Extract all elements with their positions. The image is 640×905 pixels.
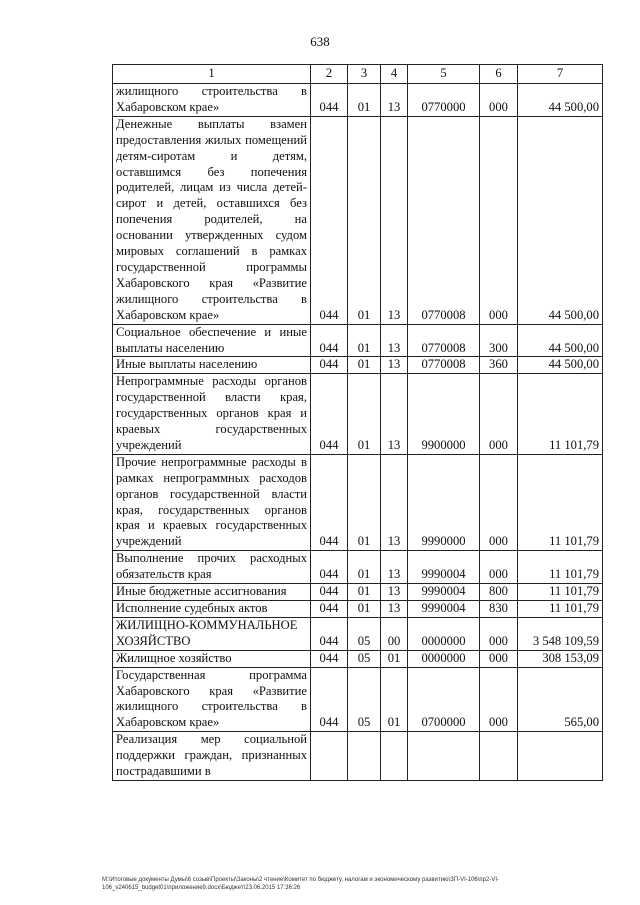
row-amount: 44 500,00 bbox=[518, 116, 603, 324]
row-name: Непрограммные расходы органов государственной власти края, государственных органов края и краевых государственных учреждений bbox=[113, 374, 311, 455]
row-section: 01 bbox=[348, 324, 381, 357]
table-row bbox=[113, 84, 603, 117]
row-target-article: 0770008 bbox=[408, 324, 480, 357]
row-subsection: 13 bbox=[381, 84, 408, 117]
row-subsection: 13 bbox=[381, 116, 408, 324]
row-admin-code: 044 bbox=[311, 84, 348, 117]
row-section: 05 bbox=[348, 617, 381, 650]
header-col-6: 6 bbox=[480, 65, 518, 84]
row-section bbox=[348, 732, 381, 781]
row-target-article: 9990004 bbox=[408, 601, 480, 618]
table-row bbox=[113, 357, 603, 374]
header-col-5: 5 bbox=[408, 65, 480, 84]
row-admin-code: 044 bbox=[311, 324, 348, 357]
row-admin-code: 044 bbox=[311, 454, 348, 550]
row-section: 01 bbox=[348, 116, 381, 324]
row-expense-type: 800 bbox=[480, 584, 518, 601]
row-amount bbox=[518, 732, 603, 781]
row-subsection: 13 bbox=[381, 324, 408, 357]
row-amount: 11 101,79 bbox=[518, 584, 603, 601]
table-row bbox=[113, 650, 603, 667]
row-subsection bbox=[381, 732, 408, 781]
header-col-1: 1 bbox=[113, 65, 311, 84]
row-admin-code: 044 bbox=[311, 650, 348, 667]
row-amount: 44 500,00 bbox=[518, 357, 603, 374]
header-col-3: 3 bbox=[348, 65, 381, 84]
row-amount: 44 500,00 bbox=[518, 324, 603, 357]
row-section: 01 bbox=[348, 374, 381, 455]
row-subsection: 13 bbox=[381, 374, 408, 455]
row-expense-type: 360 bbox=[480, 357, 518, 374]
row-subsection: 13 bbox=[381, 454, 408, 550]
budget-table bbox=[112, 64, 603, 781]
row-name: Жилищное хозяйство bbox=[113, 650, 311, 667]
row-subsection: 01 bbox=[381, 667, 408, 732]
row-amount: 11 101,79 bbox=[518, 601, 603, 618]
row-target-article bbox=[408, 732, 480, 781]
row-admin-code bbox=[311, 732, 348, 781]
row-admin-code: 044 bbox=[311, 357, 348, 374]
row-target-article: 0000000 bbox=[408, 617, 480, 650]
row-amount: 44 500,00 bbox=[518, 84, 603, 117]
row-admin-code: 044 bbox=[311, 617, 348, 650]
row-amount: 308 153,09 bbox=[518, 650, 603, 667]
row-name: жилищного строительства в Хабаровском крае» bbox=[113, 84, 311, 117]
row-subsection: 13 bbox=[381, 551, 408, 584]
row-expense-type: 000 bbox=[480, 667, 518, 732]
table-row bbox=[113, 667, 603, 732]
row-name: Выполнение прочих расходных обязательств края bbox=[113, 551, 311, 584]
page-number: 638 bbox=[310, 34, 330, 49]
header-col-2: 2 bbox=[311, 65, 348, 84]
table-row bbox=[113, 617, 603, 650]
row-amount: 565,00 bbox=[518, 667, 603, 732]
row-expense-type: 830 bbox=[480, 601, 518, 618]
row-section: 01 bbox=[348, 601, 381, 618]
row-amount: 11 101,79 bbox=[518, 374, 603, 455]
row-expense-type: 000 bbox=[480, 116, 518, 324]
row-expense-type: 000 bbox=[480, 374, 518, 455]
row-subsection: 13 bbox=[381, 357, 408, 374]
row-subsection: 13 bbox=[381, 601, 408, 618]
row-section: 05 bbox=[348, 650, 381, 667]
row-target-article: 9990004 bbox=[408, 551, 480, 584]
row-name: ЖИЛИЩНО-КОММУНАЛЬНОЕ ХОЗЯЙСТВО bbox=[113, 617, 311, 650]
row-section: 01 bbox=[348, 84, 381, 117]
row-target-article: 9990004 bbox=[408, 584, 480, 601]
row-amount: 11 101,79 bbox=[518, 551, 603, 584]
row-admin-code: 044 bbox=[311, 551, 348, 584]
row-name: Иные выплаты населению bbox=[113, 357, 311, 374]
row-target-article: 0770008 bbox=[408, 357, 480, 374]
header-row bbox=[113, 65, 603, 84]
row-section: 01 bbox=[348, 454, 381, 550]
row-target-article: 0770000 bbox=[408, 84, 480, 117]
row-subsection: 13 bbox=[381, 584, 408, 601]
row-name: Реализация мер социальной поддержки граждан, признанных пострадавшими в bbox=[113, 732, 311, 781]
table-row bbox=[113, 732, 603, 781]
row-target-article: 0000000 bbox=[408, 650, 480, 667]
row-name: Государственная программа Хабаровского края «Развитие жилищного строительства в Хабаровском крае» bbox=[113, 667, 311, 732]
row-name: Исполнение судебных актов bbox=[113, 601, 311, 618]
table-row bbox=[113, 116, 603, 324]
table-row bbox=[113, 454, 603, 550]
row-subsection: 00 bbox=[381, 617, 408, 650]
row-target-article: 0700000 bbox=[408, 667, 480, 732]
row-expense-type: 300 bbox=[480, 324, 518, 357]
table-row bbox=[113, 374, 603, 455]
row-name: Иные бюджетные ассигнования bbox=[113, 584, 311, 601]
row-amount: 11 101,79 bbox=[518, 454, 603, 550]
file-path-footer: M:\Итоговые документы Думы\6 созыв\Проекты\Законы\2 чтение\Комитет по бюджету, налогам и экономическому развитию\ЗП-VI-106\пр2-VI-106_v240615_budget01\приложение9.docx\Бюджет\23.06.2015 17:36:26 bbox=[102, 877, 500, 891]
table-row bbox=[113, 584, 603, 601]
row-expense-type: 000 bbox=[480, 551, 518, 584]
row-section: 01 bbox=[348, 357, 381, 374]
row-name: Прочие непрограммные расходы в рамках непрограммных расходов органов государственной власти края, государственных органов края и краевых государственных учреждений bbox=[113, 454, 311, 550]
row-expense-type bbox=[480, 732, 518, 781]
row-subsection: 01 bbox=[381, 650, 408, 667]
row-section: 01 bbox=[348, 551, 381, 584]
row-target-article: 9900000 bbox=[408, 374, 480, 455]
row-section: 05 bbox=[348, 667, 381, 732]
table-row bbox=[113, 324, 603, 357]
row-amount: 3 548 109,59 bbox=[518, 617, 603, 650]
row-admin-code: 044 bbox=[311, 667, 348, 732]
row-expense-type: 000 bbox=[480, 454, 518, 550]
table-row bbox=[113, 551, 603, 584]
row-name: Денежные выплаты взамен предоставления жилых помещений детям-сиротам и детям, оставшимся без попечения родителей, лицам из числа детей-сирот и детей, оставшихся без попечения родителей, на основании утвержденных судом мировых соглашений в рамках государственной программы Хабаровского края «Развитие жилищного строительства в Хабаровском крае» bbox=[113, 116, 311, 324]
row-expense-type: 000 bbox=[480, 84, 518, 117]
row-admin-code: 044 bbox=[311, 116, 348, 324]
row-section: 01 bbox=[348, 584, 381, 601]
row-admin-code: 044 bbox=[311, 601, 348, 618]
row-name: Социальное обеспечение и иные выплаты населению bbox=[113, 324, 311, 357]
row-target-article: 9990000 bbox=[408, 454, 480, 550]
row-expense-type: 000 bbox=[480, 617, 518, 650]
row-expense-type: 000 bbox=[480, 650, 518, 667]
row-admin-code: 044 bbox=[311, 374, 348, 455]
row-admin-code: 044 bbox=[311, 584, 348, 601]
header-col-7: 7 bbox=[518, 65, 603, 84]
table-row bbox=[113, 601, 603, 618]
row-target-article: 0770008 bbox=[408, 116, 480, 324]
header-col-4: 4 bbox=[381, 65, 408, 84]
